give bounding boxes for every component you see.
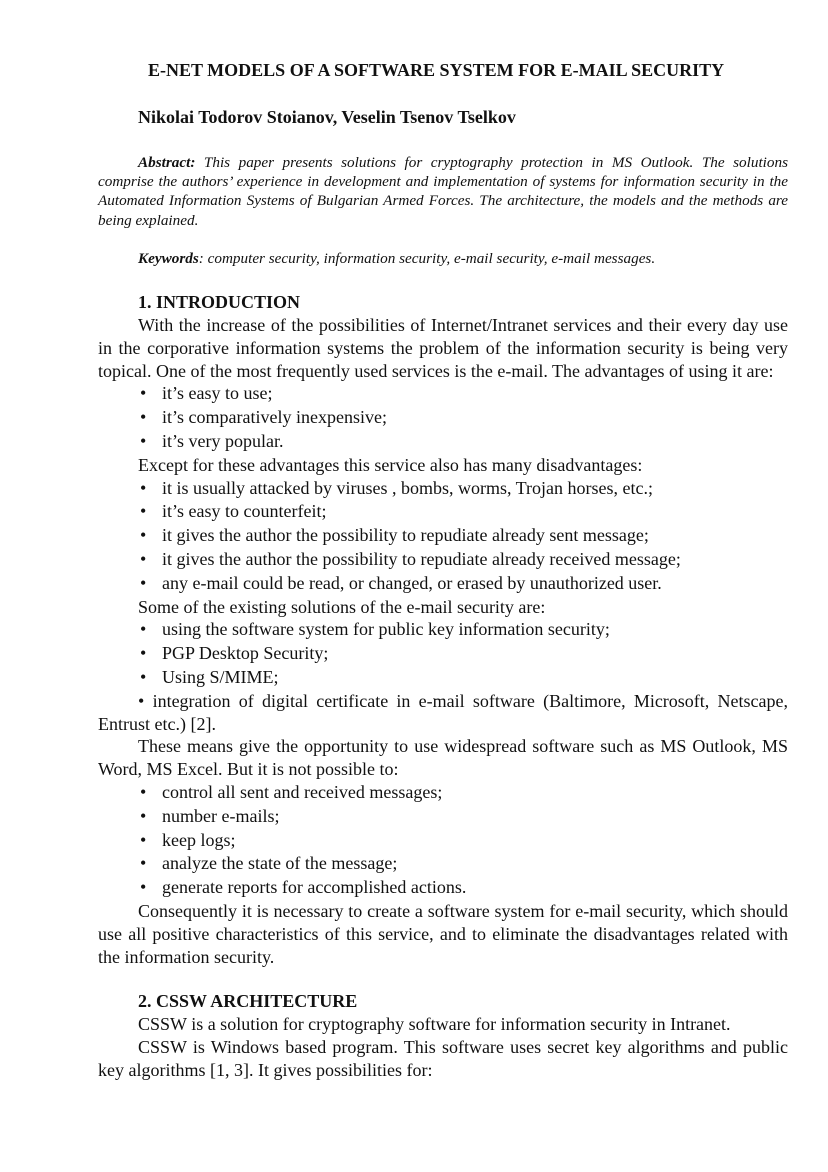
list-item: • it’s comparatively inexpensive; <box>98 406 788 430</box>
bullet-icon: • <box>140 431 147 451</box>
bullet-icon: • <box>140 805 147 826</box>
list-item: • number e-mails; <box>98 805 788 829</box>
disadvantages-list <box>98 477 788 596</box>
conclusion-paragraph: Consequently it is necessary to create a software system for e-mail security, which should use all positive characteristics of this service, and to eliminate the disadvantages related with the information security. <box>98 900 788 967</box>
list-item: • using the software system for public key information security; <box>98 618 788 642</box>
list-item: • it gives the author the possibility to repudiate already sent message; <box>98 524 788 548</box>
list-item: • it’s easy to counterfeit; <box>98 500 788 524</box>
solutions-intro: Some of the existing solutions of the e-mail security are: <box>138 596 546 617</box>
solutions-list <box>98 618 788 689</box>
keywords-text: : computer security, information security, e-mail security, e-mail messages. <box>198 249 656 267</box>
list-item: • it’s very popular. <box>98 430 788 454</box>
bullet-icon: • <box>140 666 147 687</box>
list-item: • analyze the state of the message; <box>98 852 788 876</box>
cssw-paragraph-2: CSSW is Windows based program. This software uses secret key algorithms and public key algorithms [1, 3]. It gives possibilities for: <box>98 1037 788 1080</box>
section-heading-cssw-architecture: 2. CSSW ARCHITECTURE <box>138 991 358 1012</box>
bullet-icon: • <box>140 383 147 404</box>
intro-paragraph: With the increase of the possibilities of Internet/Intranet services and their every day use in the corporative information systems the problem of the information security is being very topical. One of the most frequently used services is the e-mail. The advantages of using it are: <box>98 315 788 381</box>
bullet-icon: • <box>140 619 147 640</box>
cssw-paragraph-1: CSSW is a solution for cryptography software for information security in Intranet. <box>138 1014 731 1035</box>
list-item: • generate reports for accomplished actions. <box>98 876 788 900</box>
list-item: • Using S/MIME; <box>98 666 788 690</box>
section-heading-introduction: 1. INTRODUCTION <box>138 292 301 313</box>
list-item: • keep logs; <box>98 829 788 853</box>
advantages-list <box>98 382 788 453</box>
keywords <box>98 249 788 268</box>
paper-authors: Nikolai Todorov Stoianov, Veselin Tsenov Tselkov <box>138 107 516 127</box>
list-item: • it gives the author the possibility to repudiate already received message; <box>98 548 788 572</box>
keywords-label: Keywords <box>138 249 199 267</box>
bullet-icon: • <box>140 525 147 546</box>
bullet-icon: • <box>140 407 147 428</box>
bullet-icon: • <box>140 501 147 522</box>
bullet-icon: • <box>140 643 147 664</box>
list-item-wrapped: • integration of digital certificate in e-mail software (Baltimore, Microsoft, Netscape, Entrust etc.) [2]. <box>98 690 789 734</box>
bullet-icon: • <box>140 781 147 802</box>
abstract-label: Abstract: <box>138 154 196 171</box>
list-item: • control all sent and received messages; <box>98 781 788 805</box>
bullet-icon: • <box>138 690 145 711</box>
list-item: • any e-mail could be read, or changed, or erased by unauthorized user. <box>98 572 788 596</box>
paper-title: E-NET MODELS OF A SOFTWARE SYSTEM FOR E-MAIL SECURITY <box>148 60 725 80</box>
bullet-icon: • <box>140 477 147 498</box>
bullet-icon: • <box>140 853 147 874</box>
disadvantages-intro: Except for these advantages this service also has many disadvantages: <box>138 454 643 475</box>
list-item: • PGP Desktop Security; <box>98 642 788 666</box>
abstract <box>98 153 788 230</box>
bullet-icon: • <box>140 829 147 850</box>
list-item: • it’s easy to use; <box>98 382 788 406</box>
list-item: • it is usually attacked by viruses , bombs, worms, Trojan horses, etc.; <box>98 477 788 501</box>
bullet-icon: • <box>140 877 147 898</box>
not-possible-list <box>98 781 788 900</box>
bullet-icon: • <box>140 548 147 569</box>
abstract-text: This paper presents solutions for cryptography protection in MS Outlook. The solutions comprise the authors’ experience in development and implementation of systems for information security in the Automated Information Systems of Bulgarian Armed Forces. The architecture, the models and the methods are being explained. <box>98 154 788 229</box>
paper-page <box>98 58 788 1082</box>
bullet-icon: • <box>140 572 147 593</box>
means-paragraph: These means give the opportunity to use widespread software such as MS Outlook, MS Word, MS Excel. But it is not possible to: <box>98 736 788 780</box>
